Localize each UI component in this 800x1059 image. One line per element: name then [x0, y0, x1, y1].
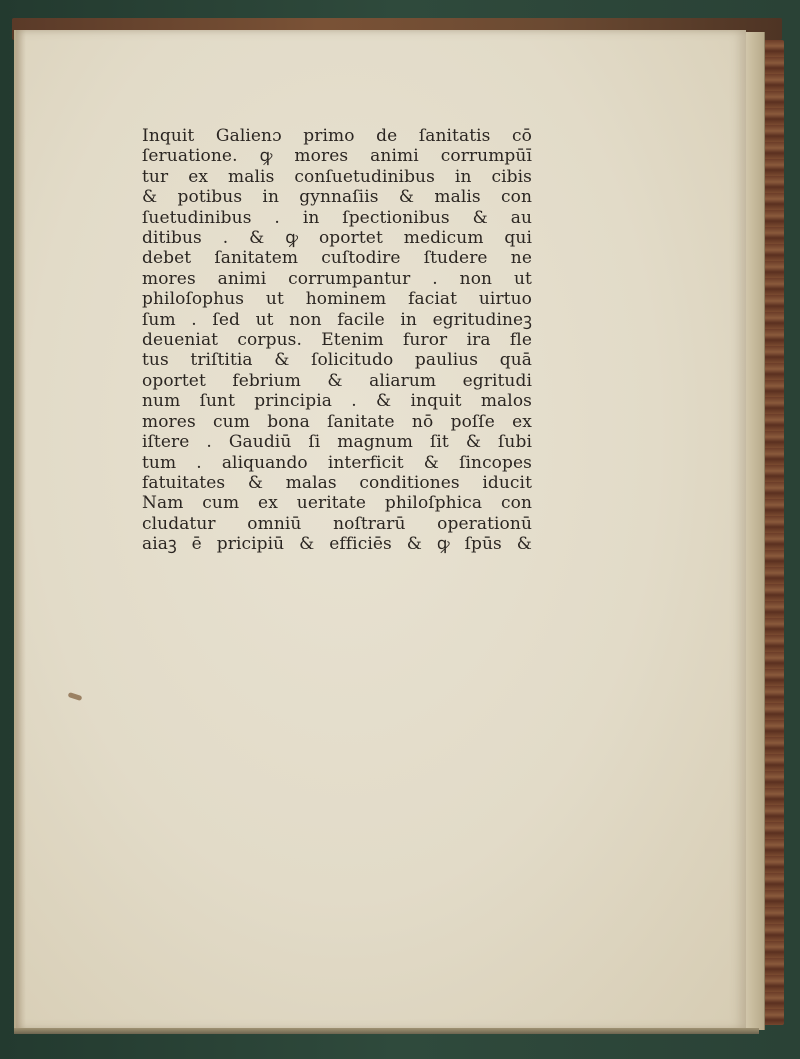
text-line-3: tur ex malis conſuetudinibus in cibis [142, 166, 532, 187]
text-line-7: debet ſanitatem cuſtodire ſtudere ne [142, 248, 532, 269]
text-line-17: tum . aliquando interficit & ſincopes [142, 452, 532, 473]
text-line-10: ſum . ſed ut non facile in egritudineꝫ [142, 309, 532, 330]
text-line-5: ſuetudinibus . in ſpectionibus & au [142, 207, 532, 228]
text-line-13: oportet febrium & aliarum egritudi [142, 370, 532, 391]
text-line-1: Inquit Galienɔ primo de ſanitatis cō [142, 126, 532, 146]
text-line-6: ditibus . & ꝙ oportet medicum qui [142, 228, 532, 249]
text-line-16: iſtere . Gaudiū ſi magnum ſit & ſubi [142, 432, 532, 453]
text-line-12: tus triſtitia & ſolicitudo paulius quā [142, 350, 532, 371]
ink-smudge [68, 692, 83, 701]
text-line-15: mores cum bona ſanitate nō poſſe ex [142, 411, 532, 432]
book-page [14, 30, 746, 1030]
text-line-2: ſeruatione. ꝙ mores animi corrumpūī [142, 146, 532, 167]
text-line-11: deueniat corpus. Etenim furor ira fle [142, 330, 532, 351]
text-line-8: mores animi corrumpantur . non ut [142, 268, 532, 289]
text-line-4: & potibus in gynnaſiis & malis con [142, 187, 532, 208]
text-line-21: aiaꝫ ē pricipiū & efficiēs & ꝙ ſpūs & [142, 534, 532, 555]
gutter-shadow [16, 30, 26, 1030]
text-line-19: Nam cum ex ueritate philoſphica con [142, 493, 532, 514]
page-bottom-edge [14, 1028, 759, 1034]
text-line-14: num ſunt principia . & inquit malos [142, 391, 532, 412]
text-line-20: cludatur omniū noſtrarū operationū [142, 513, 532, 534]
text-line-9: philoſophus ut hominem faciat uirtuo [142, 289, 532, 310]
incunabula-text-block [142, 126, 542, 555]
text-line-18: fatuitates & malas conditiones iducit [142, 472, 532, 493]
